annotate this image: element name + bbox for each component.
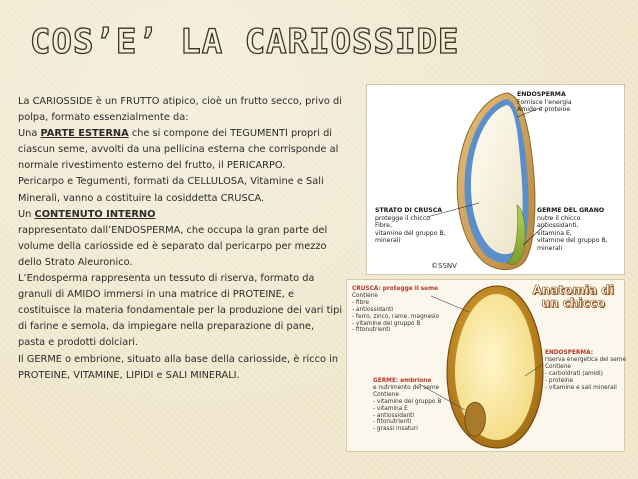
label-item: - vitamine del gruppo B [373, 398, 442, 405]
label-endosperma [517, 91, 572, 114]
paragraph-contenuto-interno [18, 207, 343, 223]
label-line: protegge il chicco [375, 214, 431, 222]
label-item: - fibre [352, 299, 370, 306]
body-text [18, 94, 343, 384]
keyword-parte-esterna: PARTE ESTERNA [40, 128, 129, 140]
label-item: - antiossidanti [373, 412, 415, 419]
label-item: Contiene [352, 292, 378, 299]
badge-line: Anatomia di [532, 283, 614, 297]
grain-anatomy-figure [346, 279, 625, 452]
label-title: GERME DEL GRANO [537, 207, 605, 214]
label-line: Amido e proteine [517, 106, 571, 114]
grain-cross-section-figure [366, 84, 625, 275]
label-line: vitamine del gruppo B, [375, 229, 446, 237]
keyword-cariosside: CARIOSSIDE [32, 96, 93, 107]
badge-line: un chicco [541, 296, 605, 310]
label-item: - proteine [545, 377, 574, 384]
paragraph-parte-esterna [18, 126, 343, 174]
label-germe-grano [537, 207, 608, 253]
label-title: ENDOSPERMA: [545, 350, 594, 356]
label-item: Contiene [545, 363, 571, 370]
paragraph-crusca: Pericarpo e Tegumenti, formati da CELLULOSA, Vitamine e Sali Minerali, vanno a costituire la cosiddetta CRUSCA. [18, 176, 324, 204]
text-fragment: che si compone dei TEGUMENTI propri di ciascun seme, avvolti da una pellicina esterna che corrisponde al normale rivestimento esterno del frutto, il PERICARPO. [18, 128, 339, 172]
label-crusca [352, 286, 439, 334]
paragraph-endosperma-intro: rappresentato dall’ENDOSPERMA, che occupa la gran parte del volume della cariosside ed è separato dal pericarpo per mezzo dello Strato Aleuronico. [18, 224, 328, 268]
label-title: STRATO DI CRUSCA [375, 207, 443, 214]
label-item: - vitamina E [373, 405, 408, 412]
label-item: - antiossidanti [352, 306, 394, 313]
label-item: - ferro, zinco, rame, magnesio [352, 313, 440, 320]
label-line: Fibre, [375, 222, 392, 230]
label-item: riserva energetica del seme [545, 356, 627, 363]
text-fragment: La [18, 96, 33, 107]
paragraph-endosperma: L’Endosperma rappresenta un tessuto di riserva, formato da granuli di AMIDO immersi in una matrice di PROTEINE, e costituisce la materia fondamentale per la produzione dei vari tipi di farine e semola, da impiegare nella preparazione di pane, pasta e prodotti dolciari. [18, 273, 343, 349]
label-title: GERME: embrione [373, 378, 432, 384]
label-line: vitamine del gruppo B, [537, 237, 608, 245]
label-strato-crusca [375, 207, 446, 245]
embryo [465, 402, 485, 436]
label-item: Contiene [373, 391, 399, 398]
label-item: - vitamine del gruppo B [352, 320, 421, 327]
label-line: minerali [375, 237, 401, 245]
paragraph-cariosside [18, 94, 343, 126]
keyword-contenuto-interno: CONTENUTO INTERNO [34, 208, 156, 220]
label-line: nutre il chicco [537, 214, 581, 222]
label-item: - grassi insaturi [373, 426, 418, 433]
label-item: - vitamine e sali minerali [545, 384, 617, 391]
label-line: antiossidanti, [537, 222, 579, 230]
text-fragment: Una [18, 128, 41, 140]
label-title: CRUSCA: protegge il seme [352, 286, 439, 292]
label-item: - fitonutrienti [352, 327, 391, 334]
text-fragment: Un [18, 208, 35, 220]
label-item: e nutrimento del seme [373, 384, 440, 391]
paragraph-germe: Il GERME o embrione, situato alla base della cariosside, è ricco in PROTEINE, VITAMINE, LIPIDI e SALI MINERALI. [18, 353, 339, 381]
label-item: - fitonutrienti [373, 419, 412, 426]
label-germe [373, 378, 441, 433]
label-title: ENDOSPERMA [517, 91, 566, 98]
page-title: COS’E’ LA CARIOSSIDE [30, 22, 460, 62]
label-line: minerali [537, 244, 563, 252]
anatomy-badge [532, 284, 614, 310]
label-line: Fornisce l’energia [517, 98, 572, 106]
text-fragment: è un FRUTTO atipico, cioè un frutto secco, privo di polpa, formato essenzialmente da: [18, 96, 342, 124]
label-endosperma [545, 350, 626, 391]
label-line: vitamina E, [537, 229, 572, 237]
label-item: - carboidrati (amidi) [545, 370, 603, 377]
copyright-text: ©SSNV [431, 262, 457, 270]
